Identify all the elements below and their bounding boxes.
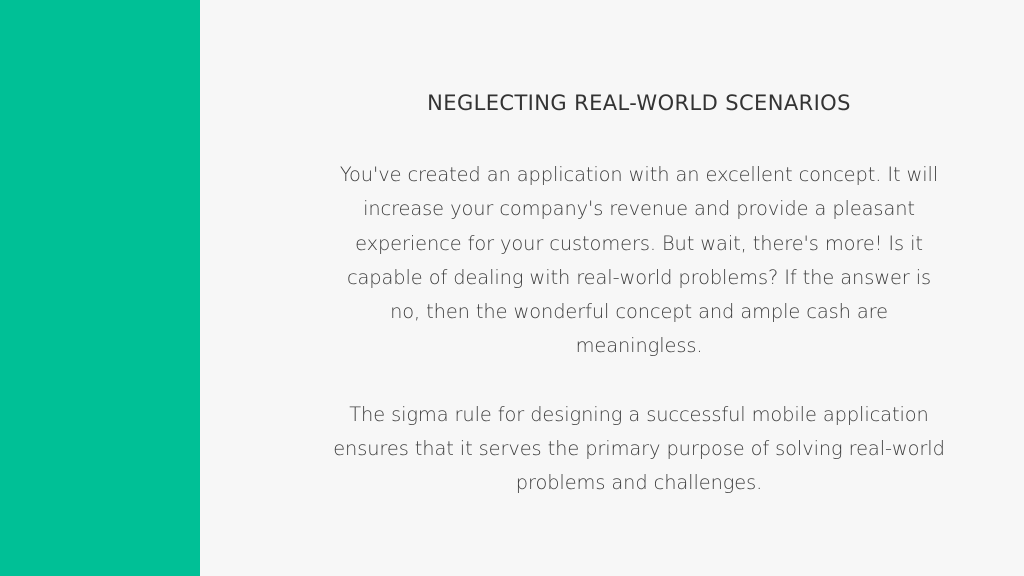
- accent-side-bar: [0, 0, 200, 576]
- body-paragraph-1: You've created an application with an excellent concept. It will increase your company's revenue and provide a pleasant experience for your customers. But wait, there's more! Is it capable of dealing with real-world problems? If the answer is no, then the wonderful concept and ample cash are meaningless.: [339, 163, 939, 358]
- body-paragraph-2: The sigma rule for designing a successful mobile application ensures that it serves the primary purpose of solving real-world problems and challenges.: [333, 402, 945, 495]
- slide-content: [330, 86, 948, 501]
- slide-title: NEGLECTING REAL-WORLD SCENARIOS: [427, 91, 851, 115]
